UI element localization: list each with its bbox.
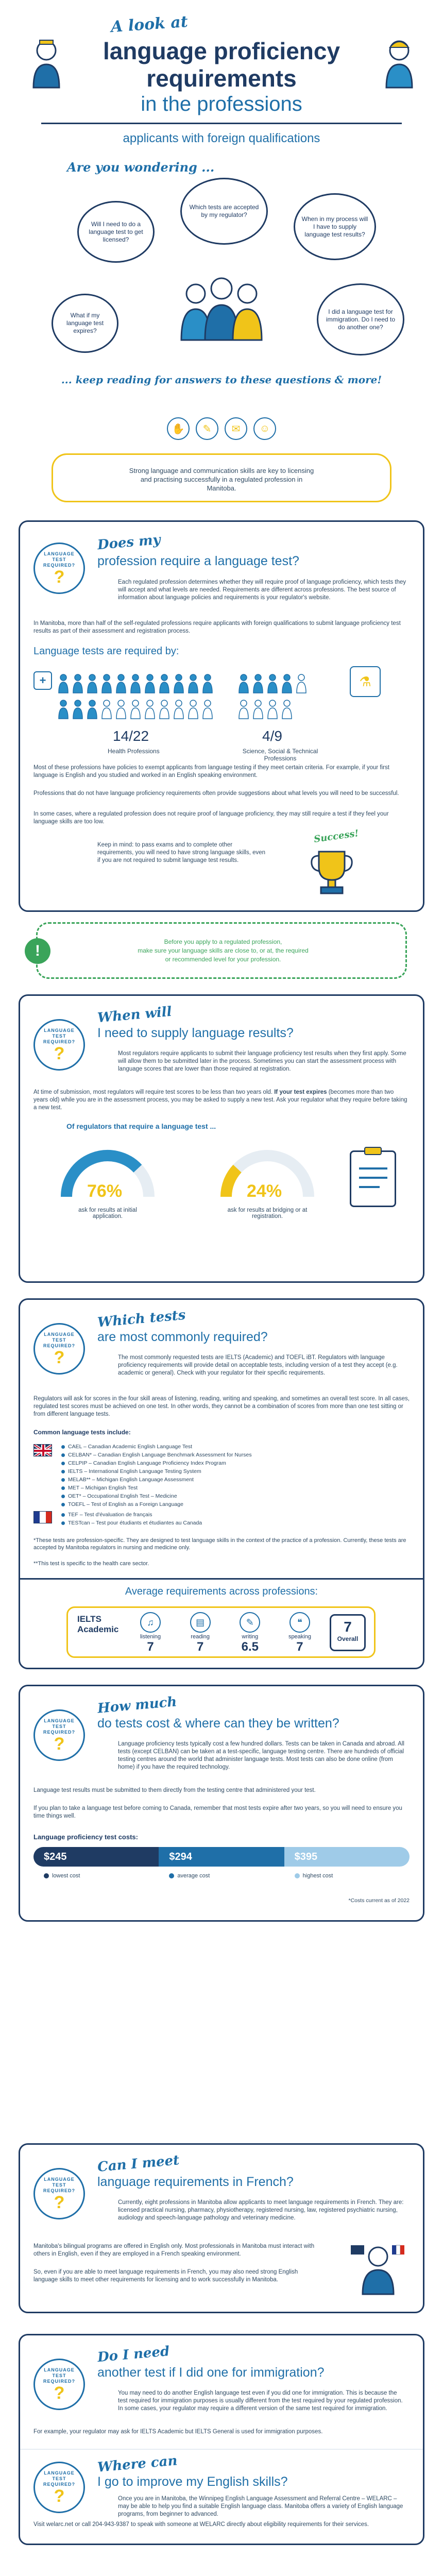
person-icon-filled: [73, 700, 82, 719]
legend-dot-avg: [169, 1873, 174, 1878]
section2-p2: [33, 1089, 410, 1112]
test-name: IELTS – International English Language Testing System: [68, 1468, 201, 1475]
note-line-1: Before you apply to a regulated profession,: [164, 938, 282, 945]
title-line-4: in the professions: [141, 93, 302, 115]
section6-script: Do I need: [96, 2343, 171, 2366]
medical-cross-icon: +: [33, 671, 52, 690]
section5-title: language requirements in French?: [97, 2175, 294, 2189]
person-icon-filled: [102, 674, 111, 693]
person-icon-filled: [189, 674, 198, 693]
section6-p1: You may need to do another English language test even if you did one for immigration. This is because the test required for immigration purposes is usually different from the test required by your regulated profession. In some cases, your regulator may require a different version of the same test required for immigration.: [118, 2390, 403, 2412]
section1-p6: Keep in mind: to pass exams and to complete other requirements, you will need to have strong language skills, even if you are not required to submit language test results.: [97, 842, 266, 863]
people-icon: ☺: [253, 417, 276, 440]
question-bubble-when: When in my process will I have to supply language test results?: [294, 193, 376, 260]
question-mark-icon-4: ?: [54, 1734, 65, 1754]
skill-label: reading: [191, 1634, 210, 1640]
test-list-item: [61, 1468, 350, 1475]
person-icon-empty: [189, 700, 198, 719]
pct-bridging-label: ask for results at bridging or at registration.: [227, 1207, 308, 1219]
wondering-section: [0, 155, 443, 402]
language-test-stamp-7: [33, 2462, 85, 2513]
section5-p2: Manitoba's bilingual programs are offered in English only. Most professionals in Manitoba must interact with others in English, even if they are employed in a French speaking environment.: [33, 2243, 315, 2257]
test-list-item: [61, 1443, 350, 1450]
uk-flag-icon: [33, 1444, 52, 1456]
stamp-text: LANGUAGE TEST REQUIRED?: [43, 551, 75, 568]
person-icon-filled: [59, 700, 68, 719]
english-test-list: [61, 1443, 350, 1508]
subtitle: applicants with foreign qualifications: [123, 131, 320, 145]
person-icon-empty: [131, 700, 140, 719]
test-list-item: [61, 1519, 350, 1527]
person-icon-filled: [160, 674, 169, 693]
person-icon-empty: [174, 700, 183, 719]
test-name: TOEFL – Test of English as a Foreign Language: [68, 1501, 183, 1507]
person-icon-filled: [116, 674, 126, 693]
section-profession-test: [19, 520, 424, 912]
question-bubble-tests: Which tests are accepted by my regulator?: [180, 178, 268, 245]
bullet: [61, 1521, 65, 1525]
section3-p2: Regulators will ask for scores in the four skill areas of listening, reading, writing and speaking, and sometimes an overall test score. In all cases, regulated test scores must be achieved on one test. In other words, they cannot be a combination of scores from more than one test sitting or from different language tests.: [33, 1396, 410, 1417]
person-icon-filled: [88, 700, 97, 719]
section3-p1: The most commonly requested tests are IELTS (Academic) and TOEFL iBT. Regulators with language proficiency requirements will provide detail on acceptable tests, including version of a test they accept (e.g. academic or general). Check with your regulator for their specific requirements.: [118, 1354, 398, 1376]
person-icon-filled: [282, 674, 292, 693]
average-box-divider: [20, 1578, 423, 1580]
cost-high-value: $395: [294, 1851, 318, 1862]
skill-score: 7: [196, 1640, 204, 1654]
section4-p2: Language test results must be submitted to them directly from the testing centre that administered your test.: [33, 1787, 316, 1793]
section2-p2-rest: (becomes more than two years old) while you are in the assessment process, you may be asked to supply a new test. Ask your regulator what they require before taking a new test.: [33, 1089, 407, 1111]
title-underline: [41, 123, 402, 124]
headphones-icon: ♫: [140, 1612, 161, 1633]
test-name: TESTcan – Test pour étudiants et étudiantes au Canada: [68, 1520, 202, 1526]
section2-title: I need to supply language results?: [97, 1026, 294, 1040]
cost-avg-segment: [159, 1847, 284, 1867]
common-tests-heading: Common language tests include:: [33, 1429, 131, 1436]
person-icon-empty: [203, 700, 212, 719]
trophy-icon: [309, 846, 355, 898]
test-list-item: [61, 1493, 350, 1500]
section1-script: Does my: [96, 532, 161, 553]
title-line-2: language proficiency: [103, 38, 340, 64]
legend-dot-high: [295, 1873, 300, 1878]
skill-score: 6.5: [241, 1640, 259, 1654]
person-icon-filled: [239, 674, 248, 693]
skill-speaking: [279, 1612, 320, 1654]
health-fraction: 14/22: [113, 728, 149, 744]
stamp-text-6: LANGUAGE TEST REQUIRED?: [43, 2367, 75, 2384]
section-immigration: [19, 2334, 424, 2545]
intro-text: Strong language and communication skills are key to licensing and practising successfully in a regulated profession in Manitoba.: [129, 467, 314, 492]
person-icon-filled: [59, 674, 68, 693]
stamp-text-4: LANGUAGE TEST REQUIRED?: [43, 1718, 75, 1735]
question-mark-icon-5: ?: [54, 2192, 65, 2212]
person-icon-empty: [282, 700, 292, 719]
intro-box: [52, 453, 391, 502]
pencil-icon: ✎: [240, 1612, 260, 1633]
header: [0, 0, 443, 155]
france-flag-icon: [33, 1511, 52, 1523]
wondering-heading: Are you wondering ...: [67, 160, 215, 175]
person-icon-empty: [102, 700, 111, 719]
cost-high-segment: [284, 1847, 410, 1867]
average-heading: Average requirements across professions:: [125, 1586, 318, 1597]
bullet: [61, 1503, 65, 1506]
science-label: Science, Social & Technical Professions: [242, 748, 318, 762]
test-name: CELBAN* – Canadian English Language Benchmark Assessment for Nurses: [68, 1452, 252, 1458]
section4-p1: Language proficiency tests typically cost a few hundred dollars. Tests can be taken in Canada and abroad. All tests (except CELBAN) can be taken at a test-specific, language testing centre. There are hundreds of official testing centres around the world that administer language tests. Most tests can also be done online (from home) if you have the required technology.: [118, 1741, 404, 1770]
test-list-item: [61, 1476, 350, 1483]
language-test-stamp-3: [33, 1323, 85, 1375]
section1-p2: In Manitoba, more than half of the self-regulated professions require applicants with foreign qualifications to submit language proficiency test results as part of their assessment and registration process.: [33, 620, 401, 634]
question-mark-icon-7: ?: [54, 2486, 65, 2506]
book-icon: ✎: [196, 417, 218, 440]
person-icon-empty: [297, 674, 306, 693]
test-list-item: [61, 1451, 350, 1459]
success-label: Success!: [313, 828, 360, 845]
note-line-2: make sure your language skills are close to, or at, the required: [138, 947, 309, 954]
question-bubble-immigration: I did a language test for immigration. Do I need to do another one?: [317, 283, 404, 355]
section6-p2: For example, your regulator may ask for IELTS Academic but IELTS General is used for immigration purposes.: [33, 2429, 323, 2435]
bullet: [61, 1495, 65, 1498]
pct-initial: 76%: [87, 1181, 123, 1201]
intro-icons: [165, 417, 278, 443]
section6-title: another test if I did one for immigration?: [97, 2365, 325, 2380]
section4-title: do tests cost & where can they be written?: [97, 1716, 339, 1731]
skill-label: listening: [140, 1634, 161, 1640]
test-list-item: [61, 1501, 350, 1508]
skill-score: 7: [296, 1640, 303, 1654]
stamp-text-3: LANGUAGE TEST REQUIRED?: [43, 1331, 75, 1348]
test-name: CELPIP – Canadian English Language Proficiency Index Program: [68, 1460, 226, 1466]
section2-p2-bold: If your test expires: [274, 1089, 327, 1095]
question-mark-icon-6: ?: [54, 2383, 65, 2403]
clipboard-icon: [350, 1150, 396, 1207]
health-people-grid: [56, 671, 221, 723]
section7-p2: Visit welarc.net or call 204-943-9387 to speak with someone at WELARC directly about eligibility requirements for their services.: [33, 2521, 369, 2528]
costs-heading: Language proficiency test costs:: [33, 1833, 138, 1841]
person-icon-empty: [116, 700, 126, 719]
question-mark-icon-3: ?: [54, 1347, 65, 1367]
person-icon-filled: [253, 674, 263, 693]
section4-p3: If you plan to take a language test before coming to Canada, remember that most tests expire after two years, so you will need to ensure you time things well.: [33, 1805, 402, 1819]
section3-script: Which tests: [97, 1307, 186, 1331]
cost-legend: [33, 1873, 410, 1879]
bullet: [61, 1486, 65, 1490]
bullet: [61, 1453, 65, 1457]
bullet: [61, 1478, 65, 1482]
person-icon-empty: [253, 700, 263, 719]
section1-title: profession require a language test?: [97, 554, 299, 568]
test-name: MELAB** – Michigan English Language Assessment: [68, 1477, 194, 1483]
section-cost: [19, 1685, 424, 1922]
skill-score: 7: [147, 1640, 154, 1654]
person-icon-filled: [145, 674, 155, 693]
legend-high-label: highest cost: [302, 1873, 333, 1879]
person-icon-filled: [203, 674, 212, 693]
skill-label: speaking: [288, 1634, 311, 1640]
cost-avg-value: $294: [169, 1851, 192, 1862]
stamp-text-2: LANGUAGE TEST REQUIRED?: [43, 1027, 75, 1044]
test-list-item: [61, 1511, 350, 1518]
bilingual-person-icon: [350, 2240, 406, 2297]
language-test-stamp-6: [33, 2359, 85, 2410]
ielts-panel: [66, 1606, 376, 1658]
section3-footnote-1: *These tests are profession-specific. They are designed to test language skills in the context of the practice of a profession. Currently, these tests are accepted by Manitoba regulators in nursing and medicine only.: [33, 1537, 406, 1551]
person-icon-filled: [131, 674, 140, 693]
section7-script: Where can: [96, 2453, 178, 2476]
costs-note: *Costs current as of 2022: [348, 1897, 410, 1904]
section3-footnote-2: **This test is specific to the health care sector.: [33, 1561, 149, 1567]
section2-p1: Most regulators require applicants to submit their language proficiency test results when they first apply. Some will allow them to be submitted later in the process. Sometimes you can start the assessment process with language scores that are lower than those required at registration.: [118, 1050, 406, 1072]
section5-p3: So, even if you are able to meet language requirements in French, you may also need strong English language skills to meet other requirements for licensing and to work successfully in Manitoba.: [33, 2269, 298, 2283]
section-divider: [20, 2449, 423, 2450]
person-icon-empty: [160, 700, 169, 719]
of-regulators-heading: Of regulators that require a language test ...: [66, 1122, 216, 1130]
cost-low-segment: [33, 1847, 159, 1867]
language-test-stamp-5: [33, 2168, 85, 2219]
science-people-grid: [236, 671, 314, 723]
section4-script: How much: [96, 1694, 178, 1717]
legend-avg-label: average cost: [177, 1873, 210, 1879]
bullet: [61, 1513, 65, 1517]
legend-avg: [159, 1873, 284, 1879]
speech-icon: ✉: [225, 417, 247, 440]
section-french: [19, 2143, 424, 2313]
section2-script: When will: [96, 1004, 173, 1026]
section-which-tests: [19, 1298, 424, 1669]
stamp-text-5: LANGUAGE TEST REQUIRED?: [43, 2176, 75, 2193]
skill-writing: [229, 1612, 270, 1654]
clipboard-line: [359, 1186, 380, 1188]
pct-initial-label: ask for results at initial application.: [78, 1207, 137, 1219]
section1-p4: Professions that do not have language proficiency requirements often provide suggestions about what levels you will need to be successful.: [33, 790, 399, 796]
overall-label: Overall: [337, 1635, 359, 1642]
clipboard-line: [359, 1167, 387, 1170]
cost-bar: [33, 1847, 410, 1867]
clipboard-clip: [364, 1147, 382, 1155]
alert-icon: !: [25, 938, 50, 964]
section7-p1: Once you are in Manitoba, the Winnipeg English Language Assessment and Referral Centre – WELARC – may be able to help you find a suitable English language class. Manitoba offers a variety of English language programs, from beginner to advanced.: [118, 2496, 403, 2517]
section5-p1: Currently, eight professions in Manitoba allow applicants to meet language requirements in French. They are: licensed practical nursing, pharmacy, physiotherapy, registered nursing, law, registered psychiatric nursing, audiology and speech-language pathology and veterinary medicine.: [118, 2199, 404, 2221]
section3-title: are most commonly required?: [97, 1330, 268, 1344]
overall-box: [330, 1614, 366, 1651]
language-test-stamp-2: [33, 1019, 85, 1071]
handshake-icon: ✋: [167, 417, 190, 440]
person-icon-filled: [73, 674, 82, 693]
book-icon: ▤: [190, 1612, 211, 1633]
overall-score: 7: [344, 1619, 352, 1635]
legend-dot-low: [44, 1873, 49, 1878]
person-icon-empty: [268, 700, 277, 719]
french-test-list: [61, 1511, 350, 1527]
cost-low-value: $245: [44, 1851, 67, 1862]
skill-reading: [180, 1612, 221, 1654]
section2-p2-lead: At time of submission, most regulators will require test scores to be less than two years old.: [33, 1089, 273, 1095]
health-label: Health Professions: [108, 748, 160, 755]
legend-high: [284, 1873, 410, 1879]
test-name: CAEL – Canadian Academic English Language Test: [68, 1444, 193, 1450]
pct-bridging: 24%: [247, 1181, 282, 1201]
flag-stripe-red: [46, 1512, 52, 1523]
language-test-stamp-4: [33, 1709, 85, 1761]
bullet: [61, 1445, 65, 1449]
title-line-3: requirements: [146, 65, 297, 92]
skills-row: [130, 1612, 320, 1654]
test-name: MET – Michigan English Test: [68, 1485, 138, 1491]
flag-stripe-blue: [34, 1512, 40, 1523]
bullet: [61, 1470, 65, 1473]
test-list-item: [61, 1460, 350, 1467]
note-line-3: or recommended level for your profession.: [165, 956, 281, 963]
person-icon-filled: [88, 674, 97, 693]
skill-label: writing: [242, 1634, 259, 1640]
person-icon-filled: [174, 674, 183, 693]
ielts-name: IELTS Academic: [77, 1614, 119, 1634]
science-icon: ⚗: [350, 666, 381, 697]
title-line-1: A look at: [110, 12, 189, 37]
flag-stripe-white: [40, 1512, 45, 1523]
bullet: [61, 1462, 65, 1465]
note-box: [36, 922, 407, 979]
test-list-item: [61, 1484, 350, 1492]
language-test-stamp: [33, 543, 85, 594]
section-when-results: [19, 994, 424, 1283]
required-by-heading: Language tests are required by:: [33, 646, 179, 657]
stamp-text-7: LANGUAGE TEST REQUIRED?: [43, 2470, 75, 2487]
question-bubble-license: Will I need to do a language test to get licensed?: [77, 201, 155, 263]
question-bubble-expires: What if my language test expires?: [52, 294, 118, 353]
person-icon-empty: [239, 700, 248, 719]
test-name: TEF – Test d'évaluation de français: [68, 1512, 152, 1518]
speech-icon: ❝: [289, 1612, 310, 1633]
skill-listening: [130, 1612, 171, 1654]
legend-low: [33, 1873, 159, 1879]
section1-p5: In some cases, where a regulated profession does not require proof of language proficiency, they may still require a test if they feel your language skills are too low.: [33, 811, 389, 825]
person-icon-empty: [145, 700, 155, 719]
section1-p3: Most of these professions have policies to exempt applicants from language testing if they meet certain criteria. For example, if your first language is English and you studied and worked in an English speaking environment.: [33, 765, 389, 778]
section5-script: Can I meet: [96, 2153, 180, 2175]
test-name: OET* – Occupational English Test – Medicine: [68, 1493, 177, 1499]
legend-low-label: lowest cost: [52, 1873, 80, 1879]
keep-reading: ... keep reading for answers to these questions & more!: [61, 374, 382, 386]
person-icon-filled: [268, 674, 277, 693]
question-mark-icon: ?: [54, 567, 65, 587]
science-fraction: 4/9: [262, 728, 282, 744]
question-mark-icon-2: ?: [54, 1043, 65, 1063]
section7-title: I go to improve my English skills?: [97, 2475, 288, 2489]
section1-p1: Each regulated profession determines whether they will require proof of language proficiency, which tests they will accept and what levels are needed. Requirements are different across professions. The best source of information about language policies and requirements is your regulator's website.: [118, 579, 406, 601]
clipboard-line: [359, 1177, 387, 1179]
people-group-icon: [170, 268, 273, 345]
